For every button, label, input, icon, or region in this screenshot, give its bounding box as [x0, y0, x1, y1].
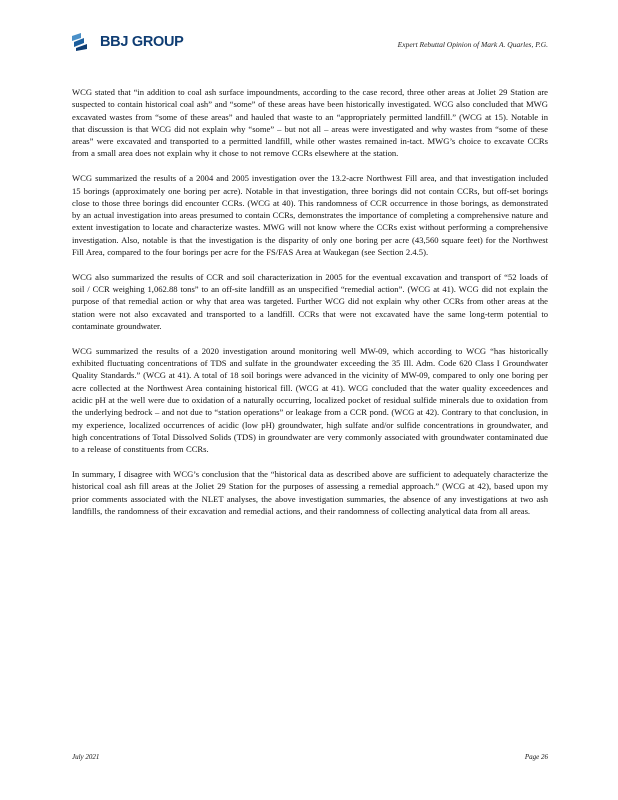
paragraph-summary: In summary, I disagree with WCG’s conclusion that the “historical data as described above are sufficient to adequately characterize the historical coal ash fill areas at the Joliet 29 Station for the purposes of assessing a remedial approach.” (WCG at 42), based upon my prior comments associated with the NLET analyses, the above investigation summaries, the absence of any investigations at two ash landfills, the randomness of their excavation and remedial actions, and their randomness of collecting analytical data from all areas.	[72, 469, 548, 516]
paragraph-ash-areas: WCG stated that “in addition to coal ash surface impoundments, according to the case record, three other areas at Joliet 29 Station are suspected to contain historical coal ash” and “some” of these areas have been historically investigated. WCG also concluded that MWG excavated wastes from “some of these areas” and hauled that waste to an “appropriately permitted landfill.” (WCG at 15). Notable in that discussion is that WCG did not explain why “some” – but not all – areas were investigated and why wastes from “some of these areas” were excavated and transported to a permitted landfill, while other wastes remained in-tact. MWG’s choice to excavate CCRs from a small area does not explain why it chose to not remove CCRs elsewhere at the station.	[72, 87, 548, 159]
paragraph-soil-characterization: WCG also summarized the results of CCR and soil characterization in 2005 for the eventual excavation and transport of “52 loads of soil / CCR weighing 1,062.88 tons” to an off-site landfill as an unspecified “remedial action”. (WCG at 41). WCG did not explain the purpose of that remedial action or why that area was targeted. Further WCG did not explain why other CCRs from other areas at the station were not also excavated and transported to a landfill. CCRs that were not excavated have the same long-term potential to contaminate groundwater.	[72, 271, 548, 332]
paragraph-mw09-investigation: WCG summarized the results of a 2020 investigation around monitoring well MW-09, which according to WCG “has historically exhibited fluctuating concentrations of TDS and sulfate in the groundwater exceeding the 35 Ill. Adm. Code 620 Class I Groundwater Quality Standards.” (WCG at 41). A total of 18 soil borings were advanced in the vicinity of MW-09, compared to only one boring per acre collected at the Northwest Area containing historical fill. (WCG at 41). WCG concluded that the water quality exceedences and acidic pH at the well were due to oxidation of a naturally occurring, localized pocket of residual sulfide minerals due to oxidation from the underlying bedrock – and not due to “station operations” or leakage from a CCR pond. (WCG at 42). Contrary to that conclusion, in my experience, localized occurrences of acidic (low pH) groundwater, high sulfate and/or sulfide concentrations in groundwater, and high concentrations of Total Dissolved Solids (TDS) in groundwater are very commonly associated with groundwater contaminated due to a release of constituents from CCRs.	[72, 345, 548, 455]
page-number: Page 26	[524, 753, 548, 761]
logo-text: BBJ GROUP	[100, 34, 184, 50]
bbj-logo-mark-icon	[72, 33, 94, 51]
report-title: Expert Rebuttal Opinion of Mark A. Quarles, P.G.	[397, 40, 548, 49]
document-body	[72, 86, 548, 530]
footer-date: July 2021	[72, 753, 100, 761]
company-logo	[72, 33, 184, 51]
paragraph-northwest-fill: WCG summarized the results of a 2004 and 2005 investigation over the 13.2-acre Northwest Fill area, and that investigation included 15 borings (approximately one boring per acre). Notable in that investigation, three borings did not contain CCRs, but off-set borings close to those three borings did encounter CCRs. (WCG at 40). This randomness of CCR occurrence in those borings, as demonstrated by an actual investigation into areas presumed to contain CCRs, demonstrates the importance of completing a comprehensive nature and extent investigation to locate and characterize wastes. MWG will not know where the CCRs exist without performing a comprehensive investigation. Also, notable is that the investigation is the disparity of only one boring per acre (43,560 square feet) for the Northwest Fill Area, compared to the four borings per acre for the FS/FAS Area at Waukegan (see Section 2.4.5).	[72, 173, 548, 258]
page-header	[72, 33, 548, 57]
